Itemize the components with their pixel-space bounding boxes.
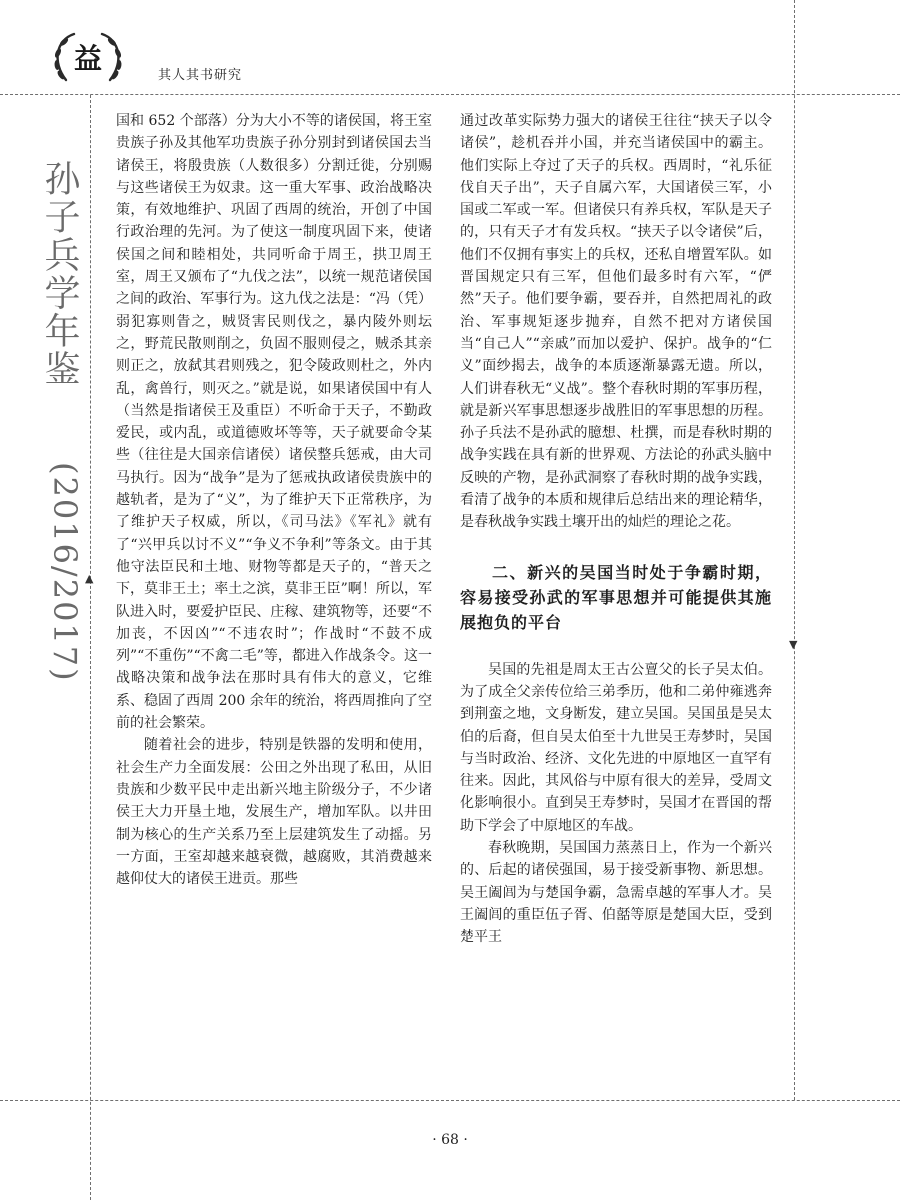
paragraph: 通过改革实际势力强大的诸侯王往往“挟天子以令诸侯”，趁机吞并小国，并充当诸侯国中的霸主。他们实际上夺过了天子的兵权。西周时，“礼乐征伐自天子出”，天子自属六军，大国诸侯三军，小国或二军或一军。但诸侯只有养兵权，军队是天子的，只有天子才有发兵权。“挟天子以令诸侯”后，他们不仅拥有事实上的兵权，还私自增置军队。如晋国规定只有三军，但他们最多时有六军，“俨然”天子。他们要争霸，要吞并，自然把周礼的政治、军事规矩逐步抛弃，自然不把对方诸侯国当“自己人”“亲戚”而加以爱护、保护。战争的“仁义”面纱揭去，战争的本质逐渐暴露无遗。所以，人们讲春秋无“义战”。整个春秋时期的军事历程，就是新兴军事思想逐步战胜旧的军事思想的历程。孙子兵法不是孙武的臆想、杜撰，而是春秋时期的战争实践在具有新的世界观、方法论的孙武头脑中反映的产物，是孙武洞察了春秋时期的战争实践，看清了战争的本质和规律后总结出来的理论精华，是春秋战争实践土壤开出的灿烂的理论之花。 bbox=[460, 113, 772, 531]
arrow-down-icon: ▼ bbox=[789, 638, 798, 651]
page-number: · 68 · bbox=[432, 1132, 468, 1148]
laurel-logo-icon bbox=[44, 26, 132, 88]
book-title-vertical: 孙子兵学年鉴 bbox=[39, 160, 80, 388]
section-heading: 二、新兴的吴国当时处于争霸时期，容易接受孙武的军事思想并可能提供其施展抱负的平台 bbox=[460, 562, 772, 632]
header-rule bbox=[0, 94, 900, 95]
paragraph: 春秋晚期，吴国国力蒸蒸日上，作为一个新兴的、后起的诸侯强国，易于接受新事物、新思想。吴王阖闾为与楚国争霸，急需卓越的军事人才。吴王阖闾的重臣伍子胥、伯嚭等原是楚国大臣，受到楚平王 bbox=[460, 840, 772, 946]
arrow-up-icon: ▲ bbox=[85, 572, 94, 585]
margin-rule-left bbox=[90, 95, 91, 1200]
text-column-right bbox=[460, 110, 772, 949]
margin-rule-right bbox=[794, 0, 795, 1100]
footer-rule bbox=[0, 1100, 900, 1101]
logo-glyph: 益 bbox=[73, 42, 103, 75]
section-title: 其人其书研究 bbox=[158, 68, 243, 83]
paragraph: 随着社会的进步，特别是铁器的发明和使用，社会生产力全面发展：公田之外出现了私田，从旧贵族和少数平民中走出新兴地主阶级分子，不少诸侯王大力开垦土地，发展生产，增加军队。以井田制为核心的生产关系乃至上层建筑发生了动摇。另一方面，王室却越来越衰微，越腐败，其消费越来越仰仗大的诸侯王进贡。那些 bbox=[116, 737, 432, 888]
paragraph: 吴国的先祖是周太王古公亶父的长子吴太伯。为了成全父亲传位给三弟季历，他和二弟仲雍逃奔到荆蛮之地，文身断发，建立吴国。吴国虽是吴太伯的后裔，但自吴太伯至十九世吴王寿梦时，吴国与当时政治、经济、文化先进的中原地区一直罕有往来。因此，其风俗与中原有很大的差异，受周文化影响很小。直到吴王寿梦时，吴国才在晋国的帮助下学会了中原地区的车战。 bbox=[460, 661, 772, 834]
book-year-vertical: (2016/2017) bbox=[46, 462, 84, 683]
paragraph: 国和 652 个部落）分为大小不等的诸侯国，将王室贵族子孙及其他军功贵族子孙分别封到诸侯国去当诸侯王，将殷贵族（人数很多）分割迁徙，分别赐与这些诸侯王为奴隶。这一重大军事、政治战略决策，有效地维护、巩固了西周的统治，开创了中国行政治理的先河。为了使这一制度巩固下来，使诸侯国之间和睦相处，共同听命于周王，拱卫周王室，周王又颁布了“九伐之法”，以统一规范诸侯国之间的政治、军事行为。这九伐之法是：“冯（凭）弱犯寡则眚之，贼贤害民则伐之，暴内陵外则坛之，野荒民散则削之，负固不服则侵之，贼杀其亲则正之，放弑其君则残之，犯令陵政则杜之，外内乱，禽兽行，则灭之。”就是说，如果诸侯国中有人（当然是指诸侯王及重臣）不听命于天子，不勤政爱民，或内乱，或道德败坏等等，天子就要命令某些（往往是大国亲信诸侯）诸侯整兵惩戒，由大司马执行。因为“战争”是为了惩戒执政诸侯贵族中的越轨者，是为了“义”，为了维护天下正常秩序，为了维护天子权威，所以，《司马法》《军礼》就有了“兴甲兵以讨不义”“争义不争利”等条文。由于其他守法臣民和土地、财物等都是天子的，“普天之下，莫非王土；率土之滨，莫非王臣”啊！所以，军队进入时，要爱护臣民、庄稼、建筑物等，还要“不加丧，不因凶”“不违农时”；作战时“不鼓不成列”“不重伤”“不禽二毛”等，都进入作战条令。这一战略决策和战争法在那时具有伟大的意义，它维系、稳固了西周 200 余年的统治，将西周推向了空前的社会繁荣。 bbox=[116, 113, 432, 732]
text-column-left bbox=[116, 110, 432, 890]
